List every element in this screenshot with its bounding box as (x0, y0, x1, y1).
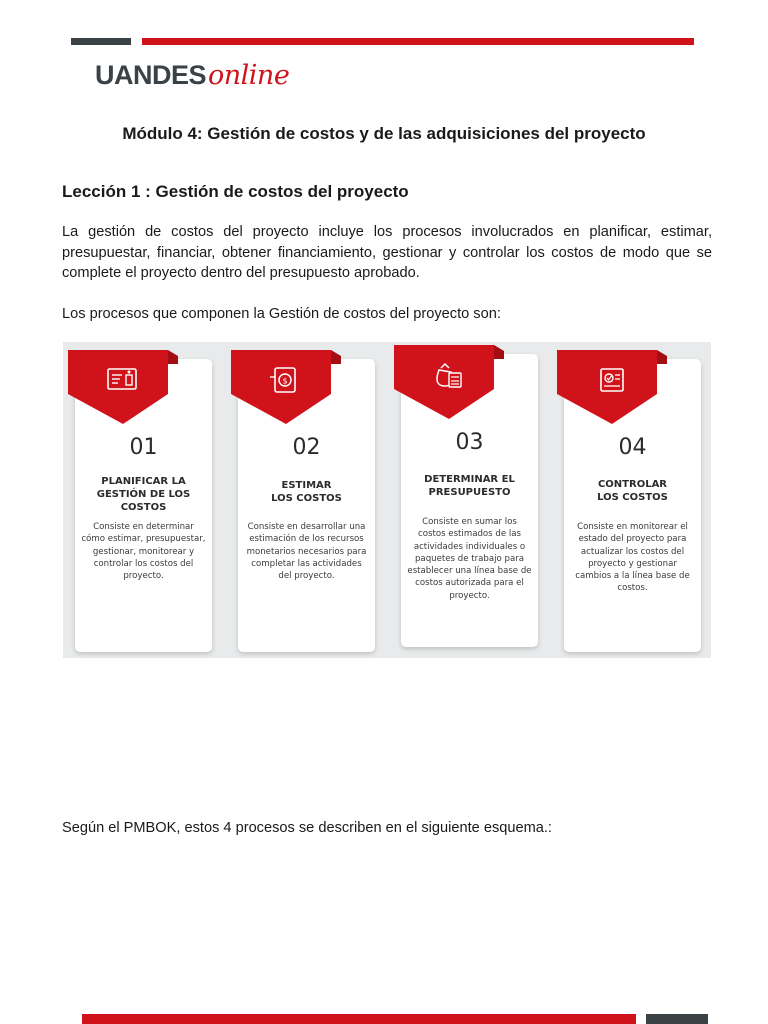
processes-lead-paragraph: Los procesos que componen la Gestión de costos del proyecto son: (62, 306, 501, 322)
process-description: Consiste en desarrollar una estimación de los recursos monetarios necesarios para completar las actividades del proyecto. (246, 522, 367, 582)
process-number: 01 (129, 435, 158, 460)
brand-logo (95, 60, 289, 96)
process-title: ESTIMAR LOS COSTOS (271, 480, 342, 504)
process-title: CONTROLAR LOS COSTOS (597, 479, 668, 503)
process-number: 03 (455, 430, 484, 455)
cost-processes-figure (63, 342, 711, 658)
process-description: Consiste en determinar cómo estimar, presupuestar, gestionar, monitorear y controlar los costos del proyecto. (81, 522, 206, 582)
module-title: Módulo 4: Gestión de costos y de las adquisiciones del proyecto (122, 124, 646, 143)
estimate-coin-icon (266, 365, 306, 395)
brand-logo-sub: online (208, 60, 290, 91)
process-title: DETERMINAR EL PRESUPUESTO (424, 474, 515, 498)
process-description: Consiste en monitorear el estado del proyecto para actualizar los costos del proyecto y gestionar cambios a la línea base de costos. (575, 522, 690, 594)
svg-text:$: $ (282, 376, 288, 386)
pmbok-lead-paragraph: Según el PMBOK, estos 4 procesos se describen en el siguiente esquema.: (62, 820, 552, 836)
process-card-03 (401, 354, 538, 647)
process-card-02 (238, 359, 375, 652)
process-number: 02 (292, 435, 321, 460)
process-card-01 (75, 359, 212, 652)
process-description: Consiste en sumar los costos estimados de las actividades individuales o paquetes de trabajo para establecer una línea base de costos autorizada para el proyecto. (407, 517, 532, 601)
header-rule-gray (71, 38, 131, 45)
brand-logo-main: UANDES (95, 60, 207, 90)
control-checklist-icon (592, 365, 632, 395)
money-bag-calculator-icon (429, 360, 469, 390)
intro-paragraph: La gestión de costos del proyecto incluye los procesos involucrados en planificar, estimar, presupuestar, financiar, obtener financiamiento, gestionar y controlar los costos de modo que se complete el proyecto dentro del presupuesto aprobado. (62, 224, 712, 281)
header-rule-red (142, 38, 694, 45)
process-card-04 (564, 359, 701, 652)
footer-rule-gray (646, 1014, 708, 1024)
process-number: 04 (618, 435, 647, 460)
footer-rule-red (82, 1014, 636, 1024)
process-title: PLANIFICAR LA GESTIÓN DE LOS COSTOS (96, 476, 191, 513)
planning-document-icon (103, 365, 143, 395)
lesson-title: Lección 1 : Gestión de costos del proyecto (62, 182, 409, 201)
